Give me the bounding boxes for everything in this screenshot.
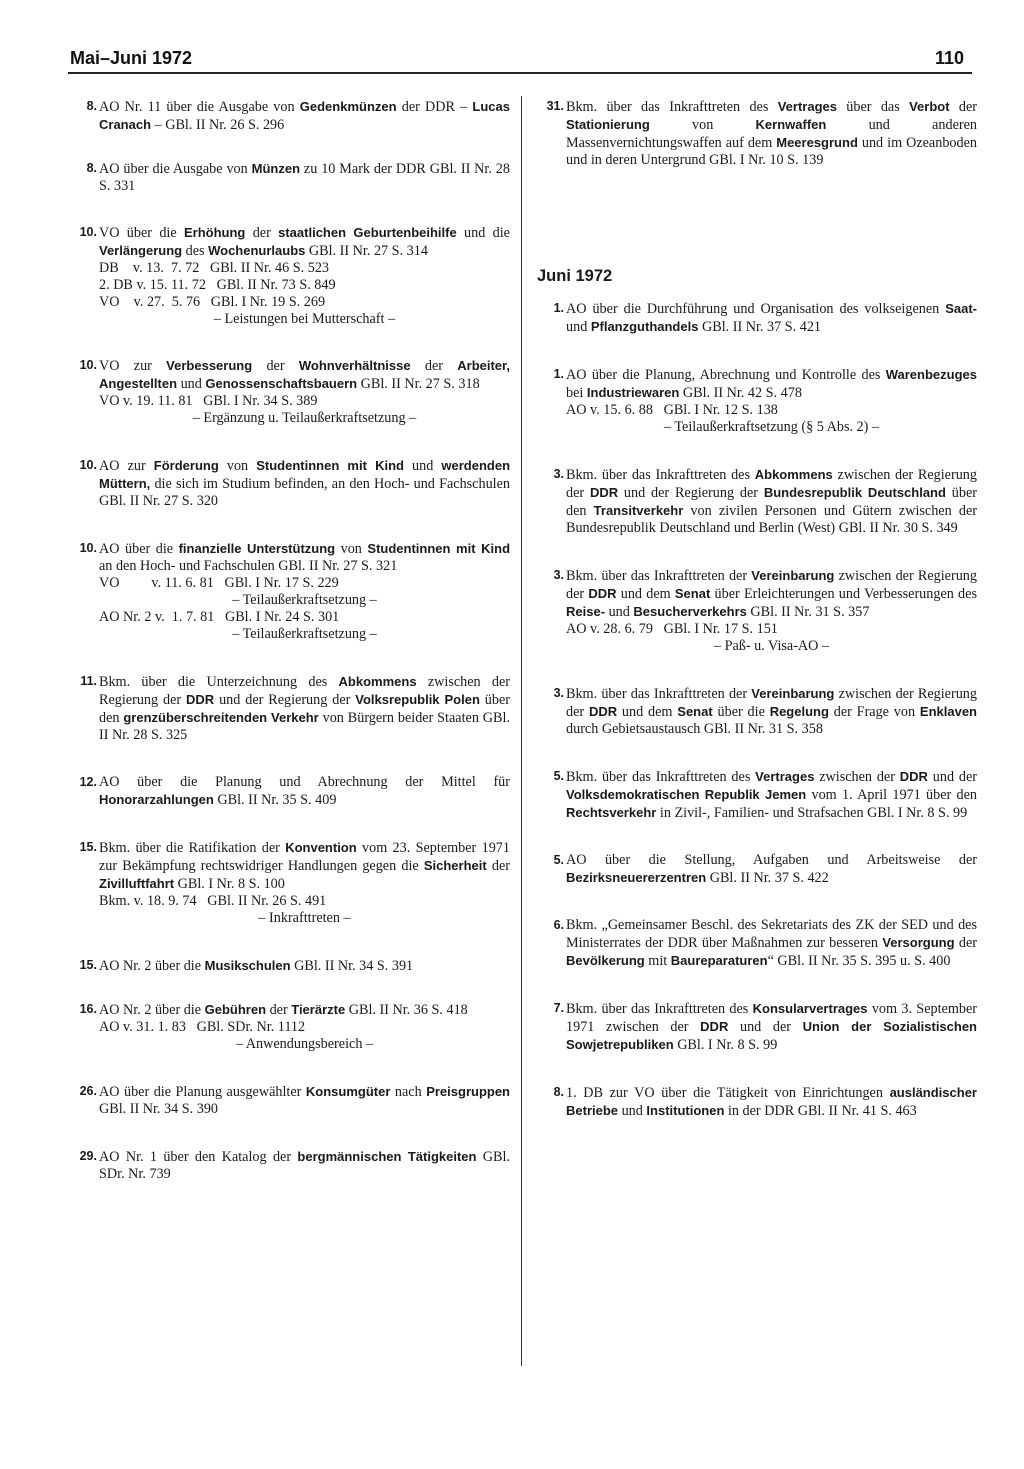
entry-text	[99, 160, 510, 195]
text-run: über die	[712, 704, 770, 720]
keyword: Vereinbarung	[751, 686, 835, 701]
entry-text	[566, 366, 977, 402]
text-run: GBl. I Nr. 8 S. 100	[174, 876, 285, 892]
text-run: in Zivil-, Familien- und Strafsachen GBl. I Nr. 8 S. 99	[656, 805, 968, 821]
text-run: Bkm. über das Inkrafttreten des	[566, 99, 778, 115]
text-run: GBl. II Nr. 34 S. 391	[290, 958, 414, 974]
text-run: GBl. II Nr. 36 S. 418	[345, 1002, 468, 1018]
entry-text	[99, 774, 510, 809]
keyword: Münzen	[251, 161, 301, 176]
text-run: und im Ozeanboden und in deren Untergrund GBl. I Nr. 10 S. 139	[566, 135, 977, 168]
amendment-note: – Inkrafttreten –	[258, 910, 351, 926]
entry-day: 10.	[79, 225, 97, 239]
amendment-line: VO v. 11. 6. 81 GBl. I Nr. 17 S. 229	[99, 575, 339, 591]
right-column-top	[537, 98, 977, 169]
text-run: von Bürgern beider Staaten GBl. II Nr. 28 S. 325	[99, 710, 510, 743]
left-column	[70, 98, 510, 1183]
entry-day: 16.	[79, 1002, 97, 1016]
keyword: Preisgruppen	[426, 1084, 510, 1099]
entry	[537, 917, 977, 970]
text-run: GBl. II Nr. 37 S. 421	[698, 319, 822, 335]
text-run: Bkm. über das Inkrafttreten des	[566, 467, 755, 483]
text-run: zwischen der Regierung der	[566, 686, 977, 720]
keyword: Bevölkerung	[566, 953, 645, 968]
entry-day: 10.	[79, 458, 97, 472]
keyword: Warenbezuges	[885, 367, 977, 382]
text-run: über Erleichterungen und Verbesserungen des	[710, 586, 977, 602]
entry-text	[566, 685, 977, 738]
text-run: vom 23. September 1971 zur Bekämpfung rechtswidriger Handlungen gegen die	[99, 840, 510, 874]
keyword: Stationierung	[566, 117, 650, 132]
entry	[70, 774, 510, 809]
text-run: zwischen der	[814, 769, 900, 785]
entry-text	[566, 917, 977, 970]
keyword: Reise-	[566, 604, 606, 619]
text-run: über den	[99, 692, 510, 726]
keyword: Meeresgrund	[776, 135, 858, 150]
keyword: finanzielle Unterstützung	[178, 541, 336, 556]
text-run: zwischen der Regierung der	[566, 568, 977, 602]
amendment-note: – Teilaußerkraftsetzung –	[232, 626, 377, 642]
entry-day: 3.	[553, 686, 564, 700]
entry	[70, 540, 510, 643]
text-run: und der	[927, 769, 977, 785]
keyword: Konvention	[285, 840, 357, 855]
entry-text	[566, 1084, 977, 1120]
text-run: der	[252, 358, 299, 374]
keyword: Senat	[677, 704, 713, 719]
entry	[70, 839, 510, 927]
text-run: mit	[644, 953, 671, 969]
text-run: Bkm. über die Unterzeichnung des	[99, 674, 339, 690]
entry-day: 26.	[79, 1084, 97, 1098]
keyword: Musikschulen	[204, 958, 291, 973]
entry-text	[99, 673, 510, 744]
keyword: Bezirksneuererzentren	[566, 870, 707, 885]
running-header-date: Mai–Juni 1972	[70, 48, 193, 68]
amendment-line: AO v. 28. 6. 79 GBl. I Nr. 17 S. 151	[566, 621, 778, 637]
text-run: und anderen Massenvernichtungswaffen auf dem	[566, 117, 977, 151]
text-run: und	[403, 458, 442, 474]
entry	[70, 224, 510, 328]
text-run: und die	[456, 225, 510, 241]
amendment-note: – Teilaußerkraftsetzung –	[232, 592, 377, 608]
keyword: DDR	[589, 485, 619, 500]
amendment-note: – Anwendungsbereich –	[235, 1036, 374, 1052]
text-run: der DDR –	[396, 99, 473, 115]
entry-day: 8.	[86, 161, 97, 175]
section-title: Juni 1972	[537, 267, 613, 285]
keyword: Vertrages	[777, 99, 837, 114]
text-run: der	[949, 99, 977, 115]
text-run: GBl. SDr. Nr. 739	[99, 1149, 511, 1182]
text-run: und	[177, 376, 206, 392]
entry-text	[566, 300, 977, 336]
keyword: bergmännischen Tätigkeiten	[297, 1149, 477, 1164]
entry-day: 5.	[553, 853, 564, 867]
keyword: Institutionen	[646, 1103, 725, 1118]
text-run: AO zur	[99, 458, 154, 474]
amendment-line: DB v. 13. 7. 72 GBl. II Nr. 46 S. 523	[99, 260, 330, 276]
keyword: Regelung	[769, 704, 829, 719]
text-run: durch Gebietsaustausch GBl. II Nr. 31 S. 358	[566, 721, 823, 737]
keyword: Union der Sozialistischen Sowjetrepubliken	[566, 1019, 978, 1052]
entry-text	[99, 98, 510, 134]
entry	[70, 1001, 510, 1053]
keyword: Vereinbarung	[751, 568, 835, 583]
text-run: von	[335, 541, 368, 557]
text-run: und	[605, 604, 634, 620]
entry-text	[566, 852, 977, 887]
keyword: Bundesrepublik Deutschland	[763, 485, 946, 500]
entry	[537, 685, 977, 738]
text-run: der	[486, 858, 510, 874]
keyword: Volksrepublik Polen	[355, 692, 480, 707]
keyword: DDR	[588, 586, 617, 601]
text-run: über das	[836, 99, 910, 115]
entry	[537, 567, 977, 655]
text-run: und dem	[616, 586, 675, 602]
entry-text	[566, 768, 977, 822]
section-heading-wrap	[537, 267, 977, 286]
text-run: von zivilen Personen und Gütern zwischen der Bundesrepublik Deutschland und Berlin (West) GBl. II Nr. 30 S. 349	[566, 503, 977, 536]
keyword: Genossenschaftsbauern	[205, 376, 358, 391]
entry	[537, 768, 977, 822]
keyword: Förderung	[153, 458, 219, 473]
entry-day: 3.	[553, 568, 564, 582]
text-run: GBl. II Nr. 42 S. 478	[679, 385, 802, 401]
keyword: Studentinnen mit Kind	[367, 541, 511, 556]
text-run: Bkm. über das Inkrafttreten des	[566, 769, 756, 785]
keyword: Gedenkmünzen	[299, 99, 397, 114]
text-run: AO über die	[99, 541, 179, 557]
text-run: 1. DB zur VO über die Tätigkeit von Einrichtungen	[566, 1085, 890, 1101]
keyword: Saat-	[945, 301, 977, 316]
keyword: Versorgung	[882, 935, 955, 950]
keyword: Wochenurlaubs	[208, 243, 306, 258]
entry	[70, 1083, 510, 1118]
keyword: Erhöhung	[183, 225, 246, 240]
text-run: vom 3. September 1971 zwischen der	[566, 1001, 977, 1035]
entry-day: 15.	[79, 958, 97, 972]
keyword: Kernwaffen	[755, 117, 827, 132]
entry	[70, 160, 510, 195]
entry	[70, 457, 510, 510]
keyword: DDR	[588, 704, 618, 719]
text-run: GBl. II Nr. 31 S. 357	[746, 604, 870, 620]
entry-day: 29.	[79, 1149, 97, 1163]
entry	[537, 1000, 977, 1054]
entry-day: 10.	[79, 358, 97, 372]
entry	[70, 673, 510, 744]
entry-text	[99, 1148, 510, 1183]
text-run: AO über die Durchführung und Organisation des volkseigenen	[566, 301, 946, 317]
entry-text	[99, 1001, 510, 1019]
text-run: GBl. II Nr. 35 S. 409	[213, 792, 337, 808]
text-run: der	[954, 935, 978, 951]
entry	[537, 1084, 977, 1120]
entry-text	[566, 466, 977, 537]
keyword: Honorarzahlungen	[99, 792, 214, 807]
text-run: die sich im Studium befinden, an den Hoch- und Fachschulen GBl. II Nr. 27 S. 320	[99, 476, 510, 509]
text-run: AO über die Planung ausgewählter	[99, 1084, 306, 1100]
keyword: Sicherheit	[423, 858, 487, 873]
keyword: Vertrages	[755, 769, 815, 784]
amendment-note: – Leistungen bei Mutterschaft –	[213, 311, 396, 327]
keyword: Konsularvertrages	[752, 1001, 868, 1016]
text-run: vom 1. April 1971 über den	[806, 787, 977, 803]
amendment-line: 2. DB v. 15. 11. 72 GBl. II Nr. 73 S. 849	[99, 277, 336, 293]
entry	[537, 466, 977, 537]
entry-text	[99, 457, 510, 510]
keyword: Gebühren	[204, 1002, 267, 1017]
text-run: – GBl. II Nr. 26 S. 296	[151, 117, 285, 133]
entry-text	[99, 839, 510, 893]
keyword: Verlängerung	[99, 243, 183, 258]
entry-text	[99, 357, 510, 393]
keyword: Abkommens	[754, 467, 833, 482]
text-run: AO über die Ausgabe von	[99, 161, 252, 177]
amendment-line: AO v. 15. 6. 88 GBl. I Nr. 12 S. 138	[566, 402, 778, 418]
entry	[537, 852, 977, 887]
text-run: “ GBl. II Nr. 35 S. 395 u. S. 400	[767, 953, 951, 969]
keyword: grenzüberschreitenden Verkehr	[123, 710, 319, 725]
keyword: Studentinnen mit Kind	[256, 458, 404, 473]
entry	[70, 98, 510, 134]
entry-text	[99, 540, 510, 575]
text-run: AO über die Planung, Abrechnung und Kontrolle des	[566, 367, 886, 383]
entry	[537, 98, 977, 169]
entry-day: 8.	[553, 1085, 564, 1099]
entry-day: 1.	[553, 367, 564, 381]
text-run: und der	[728, 1019, 803, 1035]
keyword: Industriewaren	[586, 385, 680, 400]
text-run: der	[245, 225, 279, 241]
entry-day: 11.	[80, 674, 97, 688]
keyword: Wohnverhältnisse	[298, 358, 411, 373]
text-run: Bkm. über das Inkrafttreten des	[566, 1001, 753, 1017]
entry-text	[99, 957, 510, 975]
keyword: Rechtsverkehr	[566, 805, 657, 820]
entry-day: 15.	[79, 840, 97, 854]
amendment-line: AO Nr. 2 v. 1. 7. 81 GBl. I Nr. 24 S. 301	[99, 609, 340, 625]
keyword: Verbesserung	[166, 358, 253, 373]
entry-day: 6.	[553, 918, 564, 932]
amendment-line: Bkm. v. 18. 9. 74 GBl. II Nr. 26 S. 491	[99, 893, 327, 909]
keyword: staatlichen Geburtenbeihilfe	[278, 225, 457, 240]
entry-text	[99, 1083, 510, 1118]
text-run: von	[649, 117, 756, 133]
text-run: AO Nr. 11 über die Ausgabe von	[99, 99, 300, 115]
keyword: Zivilluftfahrt	[99, 876, 175, 891]
text-run: von	[218, 458, 257, 474]
keyword: DDR	[700, 1019, 729, 1034]
keyword: Transitverkehr	[593, 503, 684, 518]
entry-day: 31.	[546, 99, 564, 113]
text-run: Bkm. über das Inkrafttreten der	[566, 686, 752, 702]
text-run: des	[182, 243, 209, 259]
text-run: und der Regierung der	[618, 485, 764, 501]
text-run: der Frage von	[828, 704, 920, 720]
keyword: DDR	[899, 769, 928, 784]
text-run: AO Nr. 2 über die	[99, 958, 205, 974]
keyword: Verbot	[909, 99, 950, 114]
text-run: nach	[390, 1084, 427, 1100]
entry-day: 7.	[553, 1001, 564, 1015]
keyword: Pflanzguthandels	[590, 319, 699, 334]
text-run: und	[566, 319, 591, 335]
text-run: GBl. II Nr. 37 S. 422	[706, 870, 829, 886]
keyword: Abkommens	[338, 674, 417, 689]
entry-day: 10.	[79, 541, 97, 555]
keyword: Enklaven	[919, 704, 977, 719]
keyword: Tierärzte	[291, 1002, 346, 1017]
text-run: AO Nr. 1 über den Katalog der	[99, 1149, 298, 1165]
keyword: Konsumgüter	[305, 1084, 391, 1099]
amendment-line: AO v. 31. 1. 83 GBl. SDr. Nr. 1112	[99, 1019, 306, 1035]
text-run: über den	[566, 485, 977, 519]
text-run: in der DDR GBl. II Nr. 41 S. 463	[724, 1103, 917, 1119]
amendment-line: VO v. 19. 11. 81 GBl. I Nr. 34 S. 389	[99, 393, 318, 409]
text-run: GBl. II Nr. 27 S. 318	[357, 376, 480, 392]
page-number: 110	[935, 48, 965, 68]
keyword: DDR	[186, 692, 215, 707]
header-rule	[68, 72, 972, 74]
text-run: Bkm. „Gemeinsamer Beschl. des Sekretariats des ZK der SED und des Ministerrates der DDR über Maßnahmen zur besseren	[566, 917, 977, 951]
text-run: AO über die Planung und Abrechnung der Mittel für	[99, 774, 510, 790]
text-run: und der Regierung der	[214, 692, 356, 708]
keyword: werdenden Müttern,	[99, 458, 511, 491]
entry-day: 3.	[553, 467, 564, 481]
text-run: GBl. II Nr. 34 S. 390	[99, 1101, 219, 1117]
entry	[537, 300, 977, 336]
entry	[70, 957, 510, 975]
text-run: der	[410, 358, 458, 374]
text-run: zwischen der Regierung der	[566, 467, 977, 501]
entry	[70, 357, 510, 427]
right-column-entries	[537, 300, 977, 1120]
right-column	[537, 98, 977, 1120]
text-run: der	[266, 1002, 292, 1018]
amendment-note: – Ergänzung u. Teilaußerkraftsetzung –	[192, 410, 417, 426]
text-run: an den Hoch- und Fachschulen GBl. II Nr. 27 S. 321	[99, 558, 398, 574]
text-run: VO über die	[99, 225, 184, 241]
amendment-note: – Teilaußerkraftsetzung (§ 5 Abs. 2) –	[663, 419, 880, 435]
entry-text	[566, 98, 977, 169]
entry-text	[566, 567, 977, 621]
text-run: Bkm. über das Inkrafttreten der	[566, 568, 752, 584]
text-run: AO über die Stellung, Aufgaben und Arbeitsweise der	[566, 852, 977, 868]
entry-day: 8.	[86, 99, 97, 113]
entry-text	[566, 1000, 977, 1054]
text-run: VO zur	[99, 358, 167, 374]
entry-day: 1.	[553, 301, 564, 315]
amendment-note: – Paß- u. Visa-AO –	[713, 638, 830, 654]
entry	[70, 1148, 510, 1183]
keyword: Volksdemokratischen Republik Jemen	[566, 787, 807, 802]
entry-day: 12.	[79, 775, 97, 789]
keyword: Lucas Cranach	[99, 99, 510, 132]
text-run: GBl. II Nr. 27 S. 314	[305, 243, 428, 259]
keyword: Besucherverkehrs	[633, 604, 747, 619]
entry-day: 5.	[553, 769, 564, 783]
text-run: und dem	[617, 704, 678, 720]
keyword: Senat	[674, 586, 711, 601]
amendment-line: VO v. 27. 5. 76 GBl. I Nr. 19 S. 269	[99, 294, 326, 310]
entry	[537, 366, 977, 436]
text-run: GBl. I Nr. 8 S. 99	[673, 1037, 778, 1053]
keyword: Arbeiter, Angestellten	[99, 358, 510, 391]
text-run: zwischen der Regierung der	[99, 674, 510, 708]
text-run: und	[618, 1103, 647, 1119]
text-run: AO Nr. 2 über die	[99, 1002, 205, 1018]
keyword: Baureparaturen	[670, 953, 768, 968]
keyword: ausländischer Betriebe	[566, 1085, 977, 1118]
text-run: Bkm. über die Ratifikation der	[99, 840, 286, 856]
text-run: zu 10 Mark der DDR GBl. II Nr. 28 S. 331	[99, 161, 510, 194]
entry-text	[99, 224, 510, 260]
column-divider	[521, 96, 522, 1366]
text-run: bei	[566, 385, 587, 401]
